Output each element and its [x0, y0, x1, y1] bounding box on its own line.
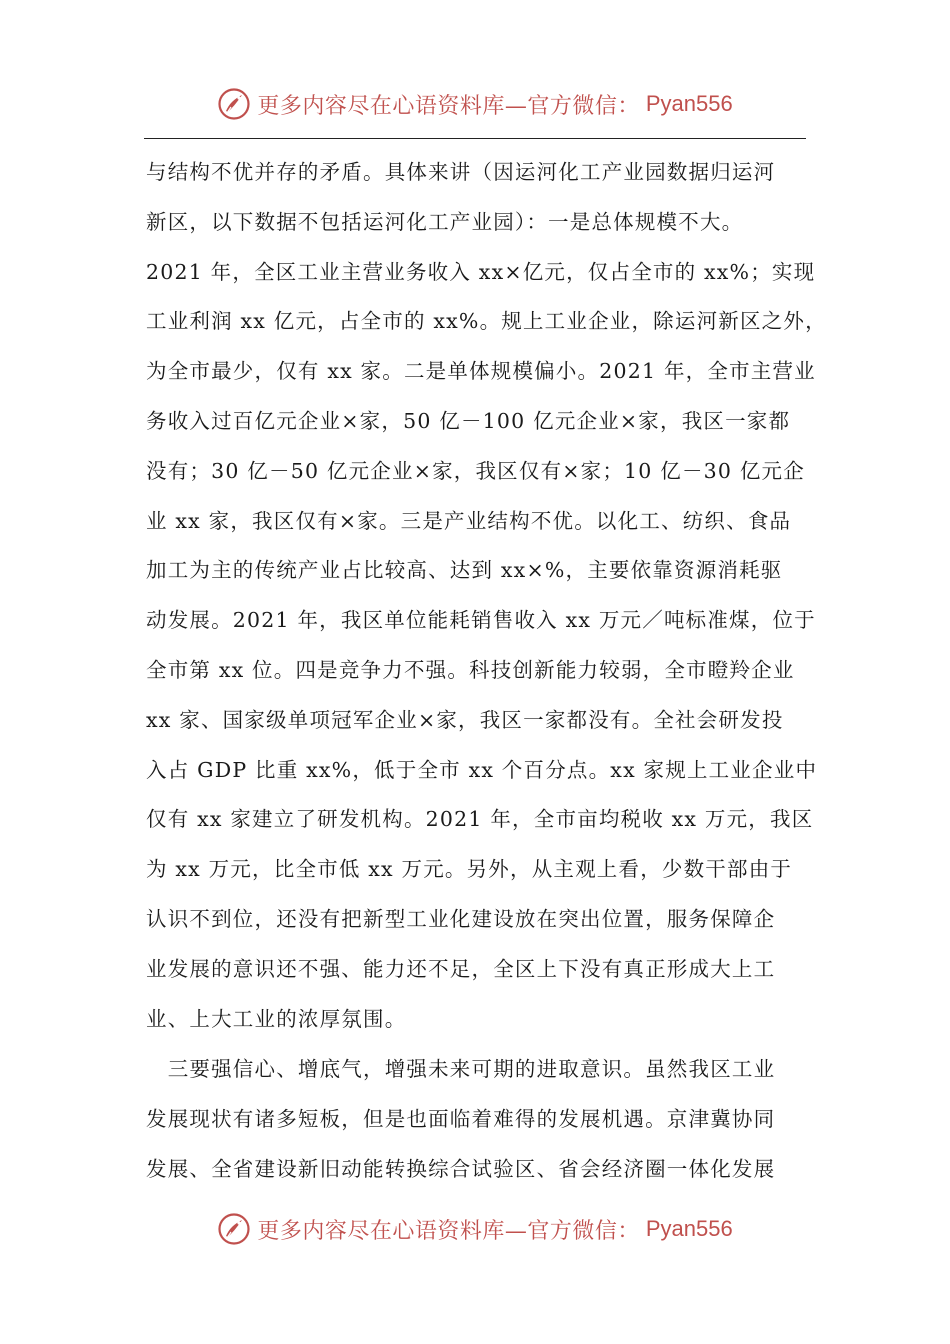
text-line: 业 xx 家，我区仅有×家。三是产业结构不优。以化工、纺织、食品 — [146, 508, 792, 533]
text-line: 2021 年，全区工业主营业务收入 xx×亿元，仅占全市的 xx%；实现 — [146, 259, 816, 284]
text-line: 发展、全省建设新旧动能转换综合试验区、省会经济圈一体化发展 — [146, 1156, 776, 1181]
text-line: 入占 GDP 比重 xx%，低于全市 xx 个百分点。xx 家规上工业企业中 — [146, 757, 818, 782]
footer-wechat-id: Pyan556 — [645, 1216, 733, 1241]
text-line: 业发展的意识还不强、能力还不足，全区上下没有真正形成大上工 — [146, 956, 776, 981]
document-body — [146, 148, 827, 1195]
footer-banner-text: 更多内容尽在心语资料库—官方微信： — [257, 1218, 640, 1244]
text-line: 仅有 xx 家建立了研发机构。2021 年，全市亩均税收 xx 万元，我区 — [146, 807, 814, 832]
text-line: 全市第 xx 位。四是竞争力不强。科技创新能力较弱，全市瞪羚企业 — [146, 657, 795, 682]
pen-logo-icon — [217, 87, 251, 121]
text-line: 工业利润 xx 亿元，占全市的 xx%。规上工业企业，除运河新区之外， — [146, 309, 827, 334]
header-banner — [0, 82, 950, 126]
text-line: 加工为主的传统产业占比较高、达到 xx×%，主要依靠资源消耗驱 — [146, 558, 783, 583]
text-line: 没有；30 亿－50 亿元企业×家，我区仅有×家；10 亿－30 亿元企 — [146, 458, 805, 483]
text-line: 动发展。2021 年，我区单位能耗销售收入 xx 万元／吨标准煤，位于 — [146, 608, 816, 633]
text-line: 新区，以下数据不包括运河化工产业园）：一是总体规模不大。 — [146, 209, 744, 234]
text-line: 务收入过百亿元企业×家，50 亿－100 亿元企业×家，我区一家都 — [146, 408, 791, 433]
text-line: 为 xx 万元，比全市低 xx 万元。另外，从主观上看，少数干部由于 — [146, 857, 793, 882]
header-banner-text: 更多内容尽在心语资料库—官方微信： — [257, 93, 640, 119]
pen-logo-icon — [217, 1212, 251, 1246]
text-line: xx 家、国家级单项冠军企业×家，我区一家都没有。全社会研发投 — [146, 707, 784, 732]
header-divider — [144, 138, 806, 139]
paragraph-start-line: 三要强信心、增底气，增强未来可期的进取意识。虽然我区工业 — [146, 1057, 776, 1082]
text-line: 业、上大工业的浓厚氛围。 — [146, 1006, 407, 1031]
text-line: 为全市最少，仅有 xx 家。二是单体规模偏小。2021 年，全市主营业 — [146, 359, 816, 384]
text-line: 发展现状有诸多短板，但是也面临着难得的发展机遇。京津冀协同 — [146, 1107, 776, 1132]
text-line: 认识不到位，还没有把新型工业化建设放在突出位置，服务保障企 — [146, 906, 776, 931]
footer-banner — [0, 1207, 950, 1251]
header-wechat-id: Pyan556 — [645, 91, 733, 116]
text-line: 与结构不优并存的矛盾。具体来讲（因运河化工产业园数据归运河 — [146, 160, 776, 184]
